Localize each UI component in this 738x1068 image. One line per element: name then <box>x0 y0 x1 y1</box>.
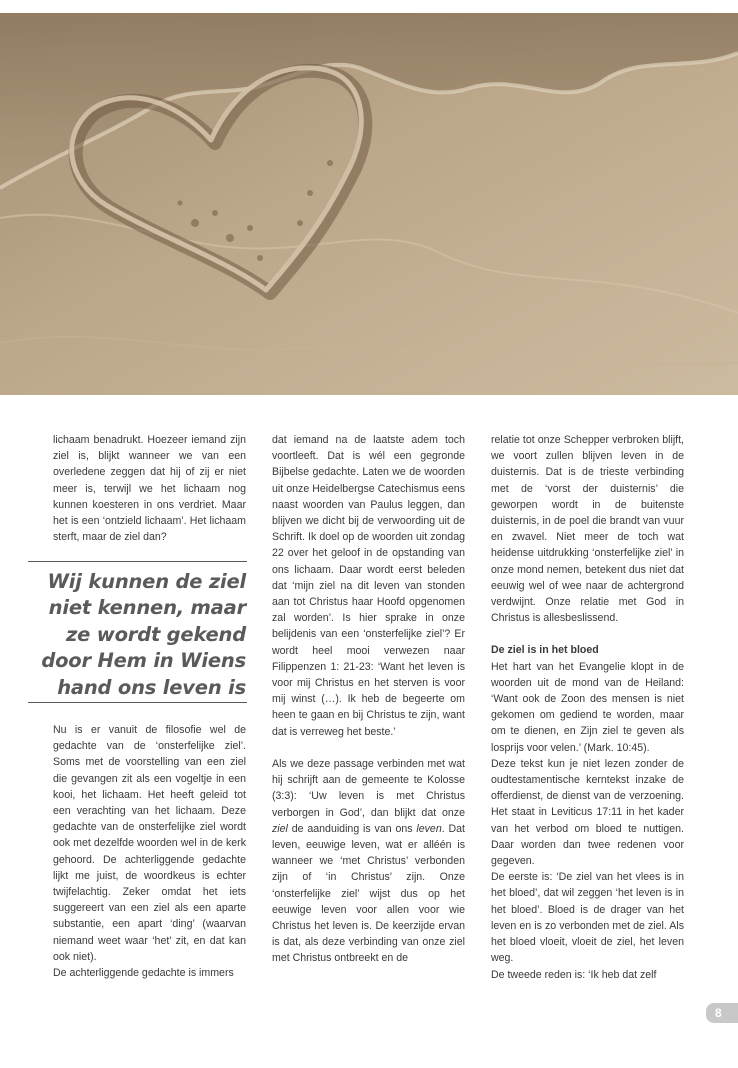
column2 <box>272 432 465 967</box>
sand-heart-photo-icon <box>0 13 738 395</box>
body-paragraph: lichaam benadrukt. Hoezeer iemand zijn ziel is, blijkt wanneer we van een overledene zeggen dat hij of zij er niet meer is, terwijl we het lichaam nog kunnen koesteren in ons verdriet. Maar het is een ‘ontzield lichaam’. Het lichaam sterft, maar de ziel dan? <box>53 434 246 544</box>
body-paragraph: De eerste is: ‘De ziel van het vlees is in het bloed’, dat wil zeggen ‘het leven is in het bloed’. Bloed is de drager van het leven en is zo verbonden met de ziel. Als het bloed vloeit, vloeit de ziel, het leven weg. <box>491 871 684 965</box>
page-number-tab <box>706 1003 738 1023</box>
body-paragraph: dat iemand na de laatste adem toch voortleeft. Dat is wél een gegronde Bijbelse gedachte. Laten we de woorden uit onze Heidelbergse Catechismus eens naast woorden van Paulus leggen, dan blijven we dicht bij de verwoording uit de Schrift. Ik doel op de woorden uit zondag 22 over het geloof in de opstanding van ons lichaam. Daar wordt eerst beleden dat ‘mijn ziel na dit leven van stonden aan tot Christus haar Hoofd opgenomen zal worden’. Is hier sprake in onze belijdenis van een ‘onsterfelijke ziel’? Er wordt heel mooi verwezen naar Filippenzen 1: 21-23: ‘Want het leven is voor mij Christus en het sterven is voor mij winst (…). Ik heb de begeerte om heen te gaan en bij Christus te zijn, want dat is verreweg het beste.’ <box>272 434 465 738</box>
body-paragraph: De achterliggende gedachte is immers <box>53 967 234 980</box>
text-run: de aanduiding is van ons <box>287 822 417 835</box>
body-paragraph: Nu is er vanuit de filosofie wel de gedachte van de ‘onsterfelijke ziel’. Soms met de voorstelling van een ziel die gevangen zit als een vogeltje in een kooi, het lichaam. Het heeft geleid tot een verachting van het lichaam. Deze gedachte van de onsterfelijke ziel wordt ook met dezelfde woorden wel in de kerk gehoord. De achterliggende gedachte lijkt me juist, de woordkeus is echter twijfelachtig. Zeker omdat het iets suggereert van een ziel als een aparte substantie, een apart ‘ding’ (waarvan niemand weet waar ‘het’ zit, en dat kan ook niet). <box>53 724 246 963</box>
page-number: 8 <box>715 1006 722 1020</box>
pull-quote: Wij kunnen de ziel niet kennen, maar ze wordt gekend door Hem in Wiens hand ons leven is <box>41 570 246 699</box>
body-paragraph: De tweede reden is: ‘Ik heb dat zelf <box>491 968 657 981</box>
text-run: . Dat leven, eeuwige leven, wat er alléén is wanneer we ‘met Christus’ verbonden zijn of ‘in Christus’ zijn. Onze ‘onsterfelijke ziel’ wijst dus op het eeuwige leven voor allen voor wie Christus het leven is. De keerzijde ervan is dat, als deze verbinding van onze ziel met Christus ontbreekt en de <box>272 822 465 965</box>
body-paragraph: relatie tot onze Schepper verbroken blijft, we voort zullen blijven leven in de duisternis. Dat is de trieste verbinding met de ‘vorst der duisternis’ die geworpen wordt in de buitenste duisternis, in de poel die brandt van vuur en zwavel. Niet meer de toch wat heidense uitdrukking ‘onsterfelijke ziel’ in onze mond nemen, betekent dus niet dat eeuwig wel of wee naar de achtergrond verdwijnt. Onze relatie met God in Christus is allesbeslissend. <box>491 434 684 625</box>
emphasis-text: ziel <box>272 822 288 835</box>
section-heading: De ziel is in het bloed <box>491 644 599 657</box>
column1-bottom <box>53 722 246 981</box>
hero-image-sand-heart <box>0 13 738 395</box>
body-paragraph: Het hart van het Evangelie klopt in de woorden uit de mond van de Heiland: ‘Want ook de Zoon des mensen is niet gekomen om gediend te worden, maar om te dienen, en Zijn ziel te geven als losprijs voor velen.’ (Mark. 10:45). <box>491 660 684 754</box>
body-paragraph <box>272 756 465 967</box>
column1-top <box>53 432 246 545</box>
emphasis-text: leven <box>416 822 442 835</box>
text-run: Als we deze passage verbinden met wat hij schrijft aan de gemeente te Kolosse (3:3): ‘Uw leven is met Christus verborgen in God’, dan blijkt dat onze <box>272 758 465 819</box>
column3 <box>491 432 684 983</box>
pull-quote-box <box>28 561 247 703</box>
body-paragraph: Deze tekst kun je niet lezen zonder de oudtestamentische kerntekst inzake de offerdienst, de dienst van de verzoening. Het staat in Leviticus 17:11 in het kader van het verbod om bloed te nuttigen. Daar worden dan twee redenen voor gegeven. <box>491 757 684 868</box>
